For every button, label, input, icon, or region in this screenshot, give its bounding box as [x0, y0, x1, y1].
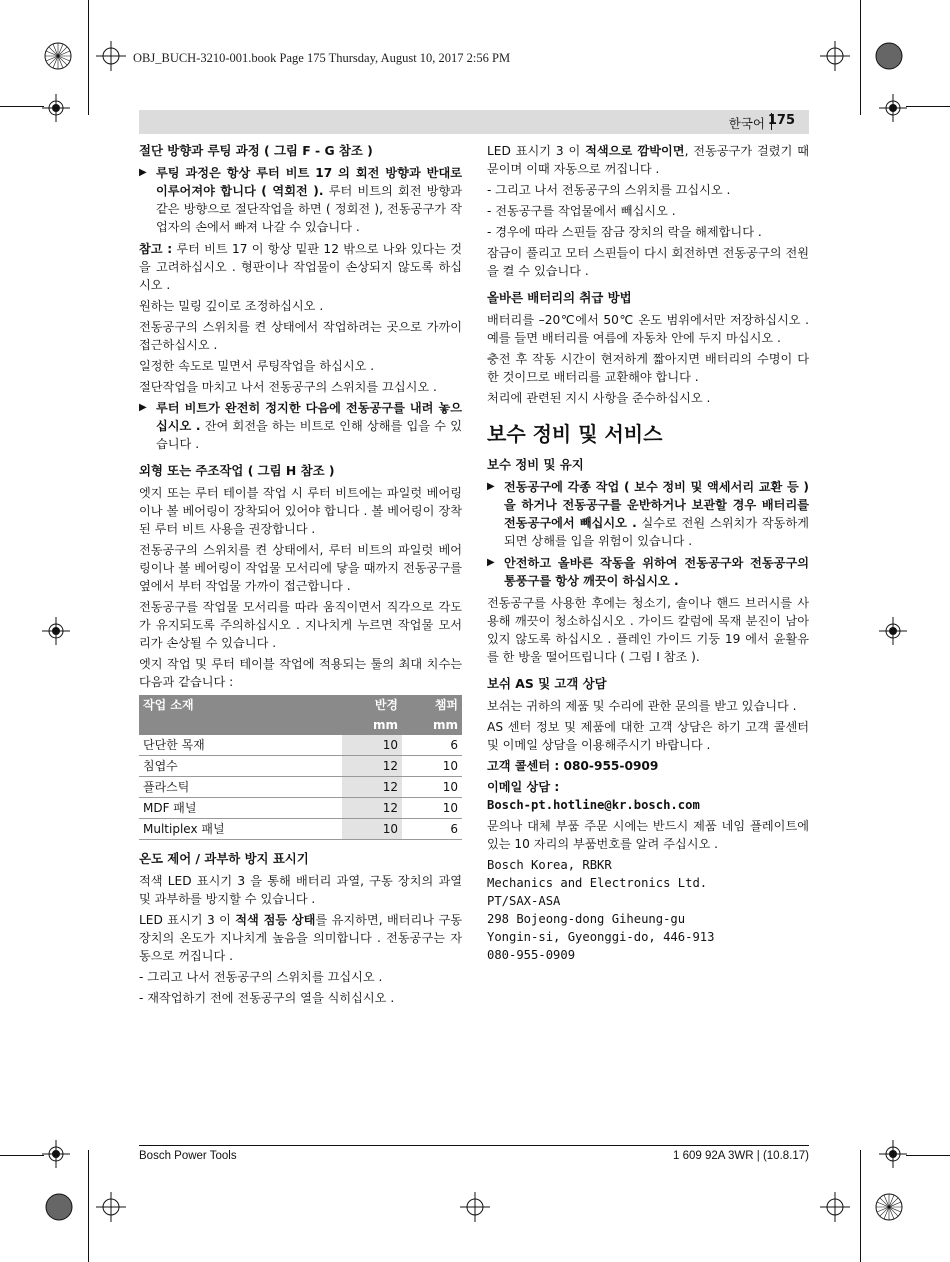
bullet-bold-text: 전동공구에 각종 작업 ( 보수 정비 및 액세서리 교환 등 ) 을 하거나 전동공구를 운반하거나 보관할 경우 배터리를 전동공구에서 빼십시오 .: [504, 480, 809, 530]
page-number: 175: [767, 113, 795, 128]
bullet-text: 잔여 회전을 하는 비트로 인해 상해를 입을 수 있습니다 .: [156, 419, 462, 451]
chamfer-cell: 6: [402, 735, 462, 756]
section-title: 보수 정비 및 유지: [487, 457, 584, 472]
triangle-bullet-icon: ▶: [487, 557, 495, 568]
bullet-text: 실수로 전원 스위치가 작동하게 되면 상해를 입을 위험이 있습니다 .: [504, 516, 809, 548]
paragraph: 보쉬는 귀하의 제품 및 수리에 관한 문의를 받고 있습니다 .: [487, 699, 797, 713]
bullet-item: [487, 478, 809, 550]
paragraph: 전동공구를 작업물 모서리를 따라 움직이면서 직각으로 각도가 유지되도록 주의하십시오 . 지나치게 누르면 작업물 모서리가 손상될 수 있습니다 .: [139, 600, 462, 650]
radius-cell: 12: [342, 798, 402, 819]
paragraph: 잠금이 풀리고 모터 스핀들이 다시 회전하면 전동공구의 전원을 켤 수 있습니다 .: [487, 246, 809, 278]
address-line: 298 Bojeong-dong Giheung-gu: [487, 912, 686, 926]
dash-item: - 경우에 따라 스핀들 잠금 장치의 락을 해제합니다 .: [487, 225, 762, 239]
paragraph: 일정한 속도로 밀면서 루팅작업을 하십시오 .: [139, 359, 375, 373]
note-paragraph: [139, 240, 462, 294]
paragraph: 엣지 작업 및 루터 테이블 작업에 적용되는 툴의 최대 치수는 다음과 같습니다 :: [139, 657, 462, 689]
left-column: [139, 142, 462, 1010]
address-line: 080-955-0909: [487, 948, 576, 962]
crosshair-mark-icon: [42, 617, 70, 645]
table-row: [139, 798, 462, 819]
column-unit: [139, 715, 342, 735]
right-column: [487, 142, 809, 964]
registration-mark-icon: [43, 41, 73, 71]
chamfer-cell: 10: [402, 777, 462, 798]
column-unit: mm: [402, 715, 462, 735]
crosshair-mark-icon: [879, 617, 907, 645]
chapter-heading: 보수 정비 및 서비스: [487, 422, 663, 446]
address-block: [487, 856, 809, 964]
gray-registration-disc-icon: [44, 1192, 74, 1222]
book-file-info: OBJ_BUCH-3210-001.book Page 175 Thursday, August 10, 2017 2:56 PM: [133, 51, 511, 65]
crop-line: [906, 1155, 950, 1156]
crop-line: [860, 0, 861, 115]
crosshair-mark-icon: [879, 94, 907, 122]
email-address: Bosch-pt.hotline@kr.bosch.com: [487, 798, 700, 812]
crosshair-mark-icon: [879, 1140, 907, 1168]
crop-line: [0, 106, 44, 107]
bullet-bold-text: 루팅 과정은 항상 루터 비트 17 의 회전 방향과 반대로 이루어져야 합니다 ( 역회전 ).: [156, 166, 462, 198]
paragraph: 전동공구의 스위치를 켠 상태에서, 루터 비트의 파일럿 베어링이나 볼 베어링이 작업물 모서리에 닿을 때까지 전동공구를 옆에서 부터 작업물 가까이 접근합니다 .: [139, 543, 462, 593]
column-header-material: 작업 소재: [139, 695, 342, 715]
bold-span: 적색 점등 상태: [235, 913, 316, 927]
table-unit-row: [139, 715, 462, 735]
table-header-row: [139, 695, 462, 715]
bullet-item: [487, 554, 809, 590]
text-span: , 전동공구가 걸렸기 때문이며 이때 자동으로 꺼집니다 .: [487, 144, 809, 176]
address-line: Yongin-si, Gyeonggi-do, 446-913: [487, 930, 715, 944]
text-span: LED 표시기 3 이: [487, 144, 586, 158]
language-label: 한국어: [728, 116, 765, 131]
crop-line: [0, 1155, 44, 1156]
material-cell: 단단한 목재: [139, 735, 342, 756]
text-span: 를 유지하면, 배터리나 구동 장치의 온도가 지나치게 높음을 의미합니다 . 전동공구는 자동으로 꺼집니다 .: [139, 913, 462, 963]
bullet-text: 루터 비트의 회전 방향과 같은 방향으로 절단작업을 하면 ( 정회전 ), 전동공구가 작업자의 손에서 빠져 나갈 수 있습니다 .: [156, 184, 463, 234]
column-header-chamfer: 챔퍼: [402, 695, 462, 715]
radius-cell: 10: [342, 735, 402, 756]
footer-doc-number: 1 609 92A 3WR | (10.8.17): [673, 1150, 809, 1162]
bullet-item: [139, 164, 462, 236]
bold-span: 적색으로 깜박이면: [585, 144, 685, 158]
crop-line: [88, 1150, 89, 1262]
table-row: [139, 735, 462, 756]
address-line: PT/SAX-ASA: [487, 894, 561, 908]
section-title: 외형 또는 주조작업 ( 그림 H 참조 ): [139, 463, 335, 478]
chamfer-cell: 6: [402, 819, 462, 840]
triangle-bullet-icon: ▶: [487, 481, 495, 492]
crosshair-mark-icon: [820, 41, 850, 71]
call-center-line: 고객 콜센터 : 080-955-0909: [487, 759, 659, 773]
paragraph: 절단작업을 마치고 나서 전동공구의 스위치를 끄십시오 .: [139, 380, 437, 394]
section-title: 올바른 배터리의 취급 방법: [487, 290, 632, 305]
radius-cell: 10: [342, 819, 402, 840]
registration-mark-icon: [874, 1192, 904, 1222]
paragraph: 문의나 대체 부품 주문 시에는 반드시 제품 네임 플레이트에 있는 10 자리의 부품번호를 알려 주십시오 .: [487, 819, 809, 851]
triangle-bullet-icon: ▶: [139, 402, 147, 413]
bullet-bold-text: 루터 비트가 완전히 정지한 다음에 전동공구를 내려 놓으십시오 .: [156, 401, 462, 433]
address-line: Mechanics and Electronics Ltd.: [487, 876, 708, 890]
crosshair-mark-icon: [820, 1192, 850, 1222]
crosshair-mark-icon: [460, 1192, 490, 1222]
paragraph: 처리에 관련된 지시 사항을 준수하십시오 .: [487, 391, 711, 405]
crosshair-mark-icon: [42, 1140, 70, 1168]
material-cell: MDF 패널: [139, 798, 342, 819]
dash-item: - 전동공구를 작업물에서 빼십시오 .: [487, 204, 676, 218]
section-title: 보쉬 AS 및 고객 상담: [487, 676, 607, 691]
radius-cell: 12: [342, 777, 402, 798]
tool-dimension-table: [139, 695, 462, 840]
crosshair-mark-icon: [42, 94, 70, 122]
footer-brand: Bosch Power Tools: [139, 1150, 237, 1162]
material-cell: 침엽수: [139, 756, 342, 777]
crop-line: [860, 1150, 861, 1262]
bullet-bold-text: 안전하고 올바른 작동을 위하여 전동공구와 전동공구의 통풍구를 항상 깨끗이 하십시오 .: [504, 556, 809, 588]
paragraph: 엣지 또는 루터 테이블 작업 시 루터 비트에는 파일럿 베어링이나 볼 베어링이 장착되어 있어야 합니다 . 볼 베어링이 장착된 루터 비트 사용을 권장합니다 .: [139, 486, 462, 536]
material-cell: Multiplex 패널: [139, 819, 342, 840]
column-header-radius: 반경: [342, 695, 402, 715]
paragraph: 적색 LED 표시기 3 을 통해 배터리 과열, 구동 장치의 과열 및 과부하를 방지할 수 있습니다 .: [139, 874, 462, 906]
triangle-bullet-icon: ▶: [139, 167, 147, 178]
chamfer-cell: 10: [402, 756, 462, 777]
section-title: 절단 방향과 루팅 과정 ( 그림 F - G 참조 ): [139, 143, 373, 158]
paragraph: AS 센터 정보 및 제품에 대한 고객 상담은 하기 고객 콜센터 및 이메일 상담을 이용해주시기 바랍니다 .: [487, 720, 809, 752]
paragraph: [139, 911, 462, 965]
address-line: Bosch Korea, RBKR: [487, 858, 612, 872]
chamfer-cell: 10: [402, 798, 462, 819]
crosshair-mark-icon: [96, 41, 126, 71]
paragraph: 배터리를 –20℃에서 50℃ 온도 범위에서만 저장하십시오 . 예를 들면 배터리를 여름에 자동차 안에 두지 마십시오 .: [487, 313, 809, 345]
radius-cell: 12: [342, 756, 402, 777]
material-cell: 플라스틱: [139, 777, 342, 798]
table-row: [139, 819, 462, 840]
table-row: [139, 756, 462, 777]
text-span: LED 표시기 3 이: [139, 913, 236, 927]
dash-item: - 그리고 나서 전동공구의 스위치를 끄십시오 .: [487, 183, 731, 197]
paragraph: [487, 142, 809, 178]
paragraph: 원하는 밀링 깊이로 조정하십시오 .: [139, 299, 324, 313]
dash-item: - 그리고 나서 전동공구의 스위치를 끄십시오 .: [139, 970, 383, 984]
note-text: 루터 비트 17 이 항상 밑판 12 밖으로 나와 있다는 것을 고려하십시오 . 형판이나 작업물이 손상되지 않도록 하십시오 .: [139, 242, 462, 292]
bullet-item: [139, 399, 462, 453]
crosshair-mark-icon: [96, 1192, 126, 1222]
gray-registration-disc-icon: [874, 41, 904, 71]
paragraph: 전동공구의 스위치를 켠 상태에서 작업하려는 곳으로 가까이 접근하십시오 .: [139, 320, 462, 352]
column-unit: mm: [342, 715, 402, 735]
section-title: 온도 제어 / 과부하 방지 표시기: [139, 851, 309, 866]
crop-line: [906, 106, 950, 107]
footer-rule: [139, 1145, 809, 1146]
paragraph: 전동공구를 사용한 후에는 청소기, 솔이나 핸드 브러시를 사용해 깨끗이 청소하십시오 . 가이드 칼럼에 목재 분진이 남아 있지 않도록 하십시오 . 플레인 가이드 기둥 19 에서 윤활유를 한 방울 떨어뜨립니다 ( 그림 I 참조 ).: [487, 596, 809, 664]
dash-item: - 재작업하기 전에 전동공구의 열을 식히십시오 .: [139, 991, 395, 1005]
email-label: 이메일 상담 :: [487, 780, 560, 794]
paragraph: 충전 후 작동 시간이 현저하게 짧아지면 배터리의 수명이 다한 것이므로 배터리를 교환해야 합니다 .: [487, 352, 809, 384]
table-row: [139, 777, 462, 798]
page-header-band: [139, 110, 809, 134]
crop-line: [88, 0, 89, 115]
note-label: 참고 :: [139, 242, 173, 256]
